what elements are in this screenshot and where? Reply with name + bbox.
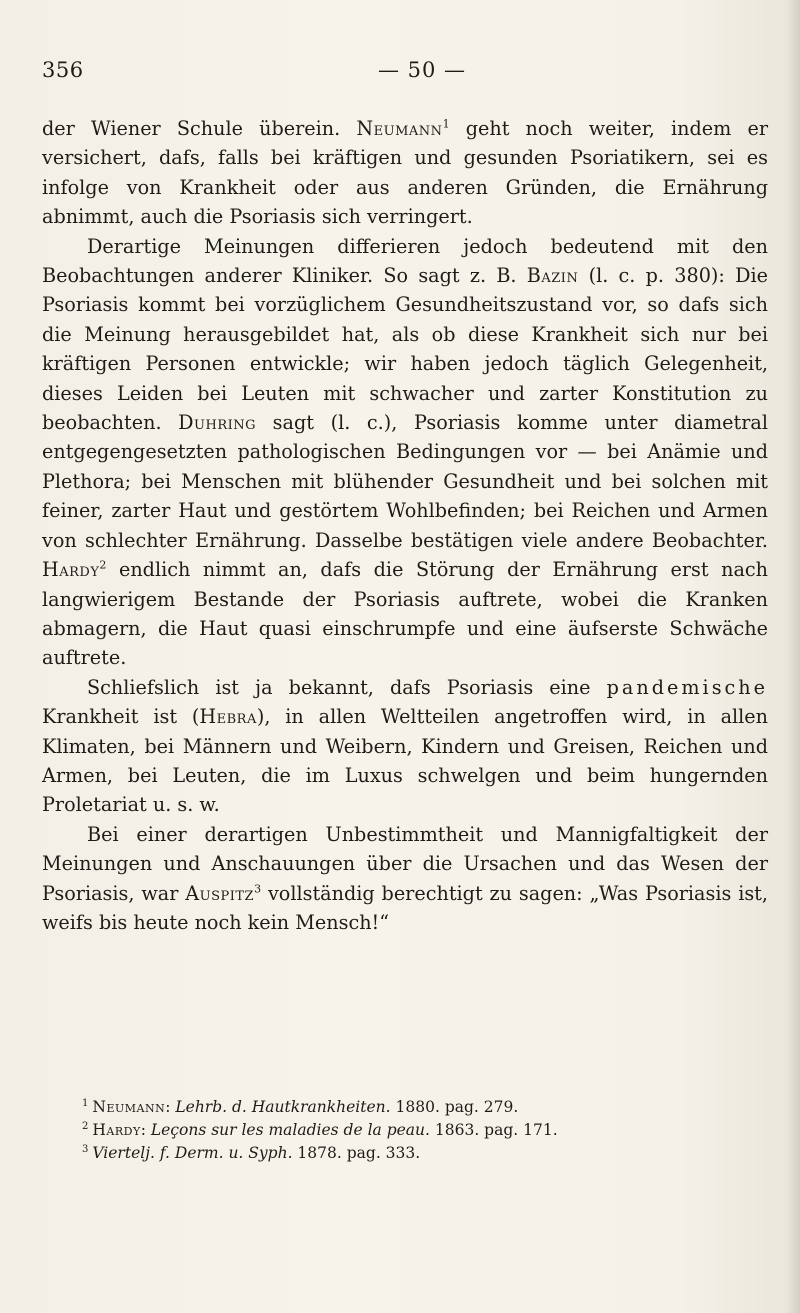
text-segment: geht noch weiter, indem er versichert, dafs, falls bei kräftigen und gesunden Psoriatikern, sei es infolge von Krankheit oder aus anderen Gründen, die Ernährung abnimmt, auch die Psoriasis sich verringert. (42, 117, 768, 229)
text-segment: vollständig berechtigt zu sagen: „Was Psoriasis ist, weifs bis heute noch kein Mensch!“ (42, 881, 768, 934)
text-segment: (l. c. p. 380): Die Psoriasis kommt bei vorzüglichem Gesundheitszustand vor, so dafs sich die Meinung herausgebildet hat, als ob diese Krankheit sich nur bei kräftigen Personen entwickle; wir haben jedoch täglich Gelegenheit, dieses Leiden bei Leuten mit schwacher und zarter Konstitution zu beobachten. (42, 264, 768, 435)
footnote-mark: 1 (82, 1097, 89, 1109)
author-name-duhring: Duhring (178, 411, 257, 435)
footnote-separator: : (140, 1121, 151, 1139)
page-edge-shadow (786, 0, 800, 1313)
footnote-ref-3[interactable]: 3 (254, 882, 262, 896)
paragraph-3 (42, 673, 768, 820)
author-name-hebra: Hebra (199, 705, 257, 729)
footnote-citation: 1880. pag. 279. (390, 1098, 519, 1116)
text-segment: Krankheit ist ( (42, 705, 200, 729)
footnote-mark: 3 (82, 1143, 89, 1155)
footnote-citation: 1863. pag. 171. (429, 1121, 558, 1139)
text-segment: Bei einer derartigen Unbestimmtheit und Mannigfaltigkeit der Meinungen und Anschauungen über die Ursachen und das Wesen der Psoriasis, war (42, 822, 768, 905)
footnote-2 (82, 1119, 762, 1142)
footnote-author: Neumann (92, 1098, 166, 1116)
footnote-title: Leçons sur les maladies de la peau. (150, 1121, 430, 1139)
text-segment: ), in allen Weltteilen angetroffen wird, in allen Klimaten, bei Männern und Weibern, Kindern und Greisen, Reichen und Armen, bei Leuten, die im Luxus schwelgen und beim hungernden Proletariat u. s. w. (42, 705, 768, 817)
footnote-title: Lehrb. d. Hautkrankheiten. (175, 1098, 391, 1116)
paragraph-2 (42, 232, 768, 673)
author-name-neumann: Neumann (356, 117, 443, 140)
footnotes (82, 1096, 762, 1165)
page-header (42, 58, 772, 88)
author-name-bazin: Bazin (526, 264, 579, 288)
paragraph-1 (42, 114, 768, 232)
running-head: — 50 — (377, 58, 467, 82)
text-segment: Schliefslich ist ja bekannt, dafs Psoriasis eine (87, 675, 607, 699)
footnote-mark: 2 (82, 1120, 89, 1132)
footnote-ref-1[interactable]: 1 (442, 117, 450, 131)
footnote-author: Hardy (92, 1121, 141, 1139)
paragraph-4 (42, 820, 768, 938)
text-segment: sagt (l. c.), Psoriasis komme unter diametral entgegengesetzten pathologischen Bedingungen vor — bei Anämie und Plethora; bei Menschen mit blühender Gesundheit und bei solchen mit feiner, zarter Haut und gestörtem Wohlbefinden; bei Reichen und Armen von schlechter Ernährung. Dasselbe bestätigen viele andere Beobachter. (42, 411, 768, 552)
footnote-citation: 1878. pag. 333. (292, 1144, 421, 1162)
text-segment: der Wiener Schule überein. (42, 117, 357, 140)
author-name-auspitz: Auspitz (185, 881, 255, 905)
page-number: 356 (42, 58, 84, 82)
footnote-title: Viertelj. f. Derm. u. Syph. (92, 1144, 293, 1162)
body-text (42, 114, 768, 937)
author-name-hardy: Hardy (42, 558, 100, 582)
footnote-ref-2[interactable]: 2 (99, 558, 107, 572)
text-segment: Derartige Meinungen differieren jedoch bedeutend mit den Beobachtungen anderer Kliniker. So sagt z. B. (42, 234, 768, 288)
footnote-1 (82, 1096, 762, 1119)
text-segment: endlich nimmt an, dafs die Störung der Ernährung erst nach langwierigem Bestande der Psoriasis auftrete, wobei die Kranken abmagern, die Haut quasi einschrumpfe und eine äufserste Schwäche auftrete. (42, 558, 768, 670)
footnote-3 (82, 1142, 762, 1165)
emphasized-word: pandemische (606, 675, 768, 699)
footnote-separator: : (165, 1098, 176, 1116)
